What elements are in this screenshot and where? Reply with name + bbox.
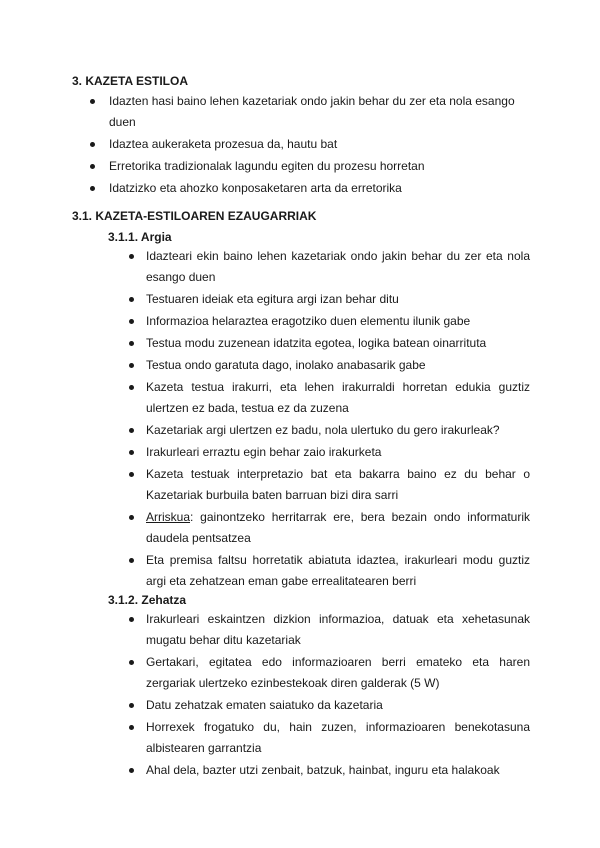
list-item: Idaztea aukeraketa prozesua da, hautu bat [90, 134, 530, 155]
list-item: Gertakari, egitatea edo informazioaren berri emateko eta haren zergariak ulertzeko ezinbestekoak diren galderak (5 W) [129, 652, 530, 694]
list-item: Erretorika tradizionalak lagundu egiten du prozesu horretan [90, 156, 530, 177]
section-3-1-2-heading: 3.1.2. Zehatza [108, 593, 187, 607]
bullet-icon [90, 99, 95, 104]
section-3-1-heading: 3.1. KAZETA-ESTILOAREN EZAUGARRIAK [72, 209, 317, 223]
list-item: Datu zehatzak ematen saiatuko da kazetaria [129, 695, 530, 716]
list-item: Kazeta testua irakurri, eta lehen irakurraldi horretan edukia guztiz ulertzen ez bada, testua ez da zuzena [129, 377, 530, 419]
risk-label: Arriskua [146, 510, 191, 524]
list-item: Idazteari ekin baino lehen kazetariak ondo jakin behar du zer eta nola esango duen [129, 246, 530, 288]
bullet-icon [129, 725, 134, 730]
list-item: Testuaren ideiak eta egitura argi izan behar ditu [129, 289, 530, 310]
list-item: Idatzizko eta ahozko konposaketaren arta da erretorika [90, 178, 530, 199]
bullet-icon [129, 558, 134, 563]
list-item: Horrexek frogatuko du, hain zuzen, informazioaren benekotasuna albistearen garrantzia [129, 717, 530, 759]
section-3-1-1-heading: 3.1.1. Argia [108, 230, 172, 244]
list-item: Idazten hasi baino lehen kazetariak ondo jakin behar du zer eta nola esango duen [90, 91, 530, 133]
bullet-icon [129, 660, 134, 665]
bullet-icon [129, 341, 134, 346]
bullet-icon [90, 164, 95, 169]
bullet-icon [129, 363, 134, 368]
bullet-icon [129, 428, 134, 433]
bullet-icon [129, 254, 134, 259]
bullet-icon [129, 297, 134, 302]
bullet-icon [129, 472, 134, 477]
bullet-icon [90, 186, 95, 191]
bullet-icon [90, 142, 95, 147]
bullet-icon [129, 385, 134, 390]
list-item: Ahal dela, bazter utzi zenbait, batzuk, hainbat, inguru eta halakoak [129, 760, 530, 781]
list-item: Kazeta testuak interpretazio bat eta bakarra baino ez du behar o Kazetariak burbuila baten barruan bizi dira sarri [129, 464, 530, 506]
list-item: Testua ondo garatuta dago, inolako anabasarik gabe [129, 355, 530, 376]
bullet-icon [129, 515, 134, 520]
bullet-icon [129, 768, 134, 773]
bullet-icon [129, 319, 134, 324]
section-3-list [90, 91, 530, 200]
section-3-1-2-list [129, 609, 530, 782]
list-item: Irakurleari eskaintzen dizkion informazioa, datuak eta xehetasunak mugatu behar ditu kazetariak [129, 609, 530, 651]
list-item: Eta premisa faltsu horretatik abiatuta idaztea, irakurleari modu guztiz argi eta zehatzean eman gabe errealitatearen berri [129, 550, 530, 592]
list-item: Informazioa helaraztea eragotziko duen elementu ilunik gabe [129, 311, 530, 332]
bullet-icon [129, 617, 134, 622]
list-item: Irakurleari erraztu egin behar zaio irakurketa [129, 442, 530, 463]
list-item: Testua modu zuzenean idatzita egotea, logika batean oinarrituta [129, 333, 530, 354]
section-3-heading: 3. KAZETA ESTILOA [72, 74, 189, 88]
bullet-icon [129, 450, 134, 455]
list-item: Kazetariak argi ulertzen ez badu, nola ulertuko du gero irakurleak? [129, 420, 530, 441]
bullet-icon [129, 703, 134, 708]
section-3-1-1-list [129, 246, 530, 593]
list-item: Arriskua: gainontzeko herritarrak ere, bera bezain ondo informaturik daudela pentsatzea [129, 507, 530, 549]
